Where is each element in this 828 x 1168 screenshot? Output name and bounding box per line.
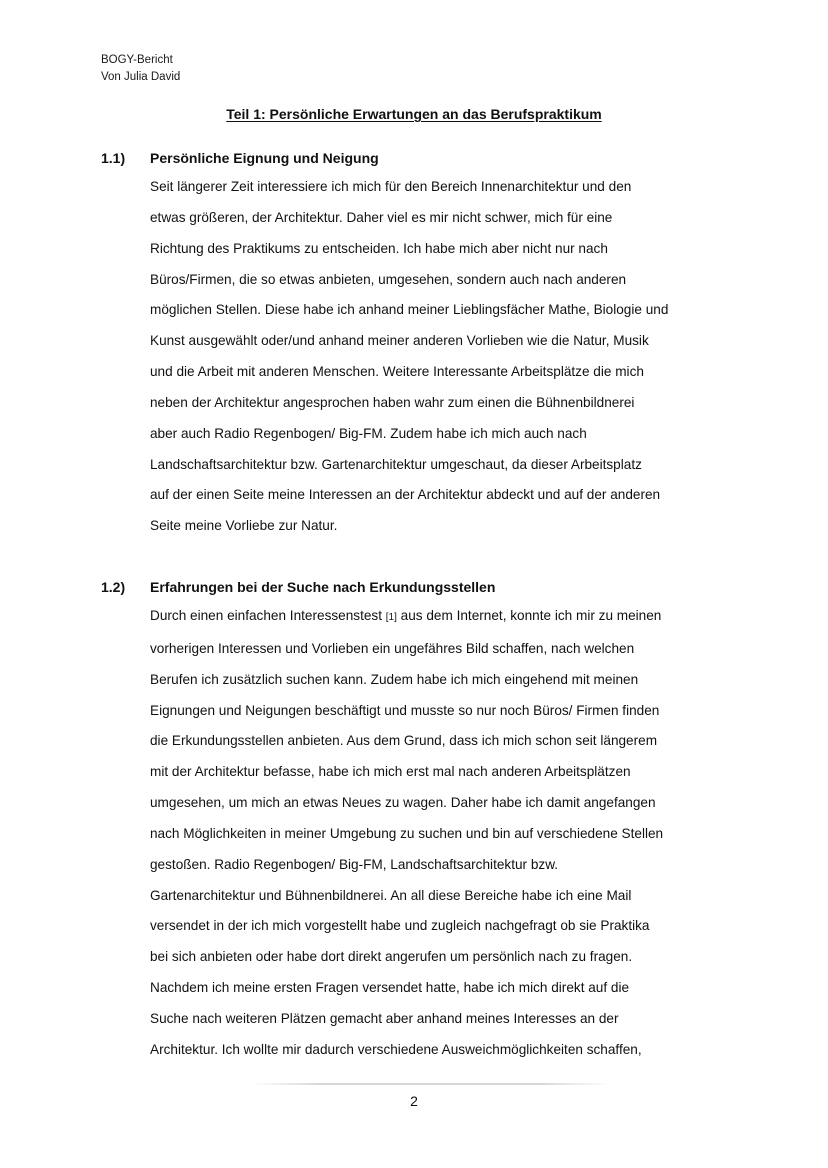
paragraph-line: etwas größeren, der Architektur. Daher viel es mir nicht schwer, mich für eine — [150, 209, 613, 225]
citation-reference: [1] — [385, 612, 397, 623]
paragraph-line: Suche nach weiteren Plätzen gemacht aber anhand meines Interesses an der — [150, 1010, 619, 1026]
paragraph-line: Berufen ich zusätzlich suchen kann. Zudem habe ich mich eingehend mit meinen — [150, 671, 639, 687]
section-body-1-2 — [150, 601, 740, 1066]
paragraph-line: Landschaftsarchitektur bzw. Gartenarchitektur umgeschaut, da dieser Arbeitsplatz — [150, 456, 642, 472]
header-author: Von Julia David — [101, 71, 181, 83]
paragraph-line: bei sich anbieten oder habe dort direkt angerufen um persönlich nach zu fragen. — [150, 949, 633, 965]
section-title: Erfahrungen bei der Suche nach Erkundungsstellen — [150, 579, 496, 595]
paragraph-line: Gartenarchitektur und Bühnenbildnerei. An all diese Bereiche habe ich eine Mail — [150, 887, 632, 903]
section-title: Persönliche Eignung und Neigung — [150, 150, 379, 166]
paragraph-line: Richtung des Praktikums zu entscheiden. Ich habe mich aber nicht nur nach — [150, 240, 608, 256]
section-heading-1-1 — [101, 148, 379, 168]
paragraph-line: die Erkundungsstellen anbieten. Aus dem Grund, dass ich mich schon seit längerem — [150, 733, 658, 749]
paragraph-line: mit der Architektur befasse, habe ich mich erst mal nach anderen Arbeitsplätzen — [150, 764, 631, 780]
paragraph-line: Nachdem ich meine ersten Fragen versendet hatte, habe ich mich direkt auf die — [150, 980, 630, 996]
section-number: 1.2) — [101, 579, 126, 595]
paragraph-line: Architektur. Ich wollte mir dadurch verschiedene Ausweichmöglichkeiten schaffen, — [150, 1041, 642, 1057]
section-number: 1.1) — [101, 150, 126, 166]
paragraph-line: Seite meine Vorliebe zur Natur. — [150, 518, 338, 534]
paragraph-line: Eignungen und Neigungen beschäftigt und musste so nur noch Büros/ Firmen finden — [150, 702, 660, 718]
paragraph-line: neben der Architektur angesprochen haben wahr zum einen die Bühnenbildnerei — [150, 394, 635, 410]
paragraph-line: Kunst ausgewählt oder/und anhand meiner anderen Vorlieben wie die Natur, Musik — [150, 333, 649, 349]
paragraph-line — [150, 601, 740, 634]
header-report-title: BOGY-Bericht — [101, 54, 173, 66]
paragraph-line: vorherigen Interessen und Vorlieben ein ungefähres Bild schaffen, nach welchen — [150, 640, 635, 656]
paragraph-line: umgesehen, um mich an etwas Neues zu wagen. Daher habe ich damit angefangen — [150, 795, 656, 811]
paragraph-line: gestoßen. Radio Regenbogen/ Big-FM, Landschaftsarchitektur bzw. — [150, 856, 559, 872]
paragraph-line: möglichen Stellen. Diese habe ich anhand meiner Lieblingsfächer Mathe, Biologie und — [150, 302, 669, 318]
paragraph-line: versendet in der ich mich vorgestellt habe und zugleich nachgefragt ob sie Praktika — [150, 918, 650, 934]
document-header — [101, 52, 180, 86]
section-heading-1-2 — [101, 577, 495, 597]
page-number: 2 — [410, 1093, 418, 1109]
paragraph-line: und die Arbeit mit anderen Menschen. Weitere Interessante Arbeitsplätze die mich — [150, 364, 644, 380]
paragraph-text: aus dem Internet, konnte ich mir zu meinen — [396, 608, 662, 623]
page-title: Teil 1: Persönliche Erwartungen an das Berufspraktikum — [226, 106, 602, 122]
paragraph-line: Büros/Firmen, die so etwas anbieten, umgesehen, sondern auch nach anderen — [150, 271, 627, 287]
footer-divider — [250, 1083, 610, 1085]
paragraph-line: nach Möglichkeiten in meiner Umgebung zu suchen und bin auf verschiedene Stellen — [150, 825, 664, 841]
section-body-1-1 — [150, 172, 740, 542]
paragraph-line: Seit längerer Zeit interessiere ich mich für den Bereich Innenarchitektur und den — [150, 179, 632, 194]
paragraph-line: auf der einen Seite meine Interessen an der Architektur abdeckt und auf der anderen — [150, 487, 661, 503]
paragraph-text: Durch einen einfachen Interessenstest — [150, 608, 386, 623]
paragraph-line: aber auch Radio Regenbogen/ Big-FM. Zudem habe ich mich auch nach — [150, 425, 587, 441]
